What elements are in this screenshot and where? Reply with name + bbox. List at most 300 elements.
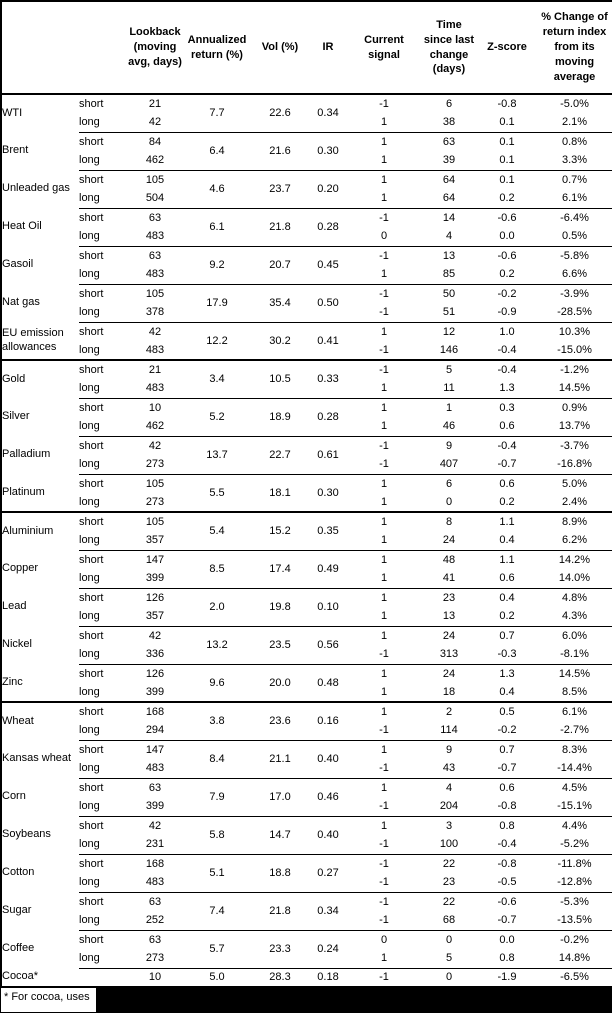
zscore-cell: 0.6 xyxy=(477,474,537,493)
ir-cell: 0.48 xyxy=(309,664,347,702)
header-current-signal: Current signal xyxy=(347,1,421,94)
ir-cell: 0.41 xyxy=(309,322,347,360)
ir-cell: 0.46 xyxy=(309,778,347,816)
current-signal-cell: 0 xyxy=(380,230,388,243)
lookback-cell: 63 xyxy=(127,892,183,911)
current-signal-cell: -1 xyxy=(379,724,389,737)
zscore-cell: 0.8 xyxy=(477,816,537,835)
leg-type-cell: short xyxy=(79,398,127,417)
pct-change-cell: -5.2% xyxy=(560,838,589,851)
pct-change-cell: 14.8% xyxy=(558,952,591,965)
pct-change-cell: 0.8% xyxy=(537,132,612,151)
zscore-cell: -0.7 xyxy=(497,762,517,775)
vol-cell: 18.9 xyxy=(251,398,309,436)
zscore-cell: 0.1 xyxy=(477,132,537,151)
current-signal-cell: 1 xyxy=(380,420,388,433)
time-since-change-cell: 46 xyxy=(442,420,456,433)
time-since-change-cell: 4 xyxy=(445,230,453,243)
vol-cell: 23.6 xyxy=(251,702,309,740)
time-since-change-cell: 1 xyxy=(421,398,477,417)
lookback-cell: 483 xyxy=(145,268,165,281)
vol-cell: 22.6 xyxy=(269,107,291,120)
current-signal-cell: 1 xyxy=(380,685,388,698)
pct-change-cell: 0.5% xyxy=(561,230,588,243)
table-row xyxy=(1,246,612,265)
current-signal-cell: -1 xyxy=(379,914,389,927)
leg-type-cell: short xyxy=(79,702,127,721)
time-since-change-cell: 146 xyxy=(439,343,459,356)
time-since-change-cell: 9 xyxy=(421,436,477,455)
time-since-change-cell: 5 xyxy=(421,360,477,379)
time-since-change-cell: 13 xyxy=(442,610,456,623)
time-since-change-cell: 64 xyxy=(421,170,477,189)
current-signal-cell: 1 xyxy=(347,512,421,531)
pct-change-cell: 8.9% xyxy=(537,512,612,531)
leg-type-cell: long xyxy=(79,116,100,129)
commodity-name-cell: Palladium xyxy=(2,448,51,461)
current-signal-cell: -1 xyxy=(347,284,421,303)
leg-type-cell: short xyxy=(79,892,127,911)
time-since-change-cell: 13 xyxy=(421,246,477,265)
table-footer xyxy=(0,988,612,1013)
current-signal-cell: -1 xyxy=(347,854,421,873)
current-signal-cell: -1 xyxy=(379,876,389,889)
leg-type-cell: long xyxy=(79,838,100,851)
lookback-cell: 105 xyxy=(127,474,183,493)
time-since-change-cell: 0 xyxy=(445,495,453,508)
pct-change-cell: 14.5% xyxy=(558,382,591,395)
lookback-cell: 168 xyxy=(127,854,183,873)
lookback-cell: 10 xyxy=(127,398,183,417)
lookback-cell: 42 xyxy=(127,322,183,341)
current-signal-cell: -1 xyxy=(379,648,389,661)
commodity-name-cell: Gold xyxy=(1,360,79,398)
pct-change-cell: 6.6% xyxy=(561,268,588,281)
commodity-name-cell: WTI xyxy=(2,106,23,119)
commodity-name-cell: Coffee xyxy=(2,942,35,955)
commodity-name-cell: Kansas wheat xyxy=(2,752,72,765)
current-signal-cell: -1 xyxy=(379,838,389,851)
time-since-change-cell: 2 xyxy=(421,702,477,721)
pct-change-cell: 14.0% xyxy=(558,572,591,585)
ir-cell: 0.18 xyxy=(309,968,347,987)
lookback-cell: 462 xyxy=(145,420,165,433)
lookback-cell: 378 xyxy=(145,306,165,319)
leg-type-cell: short xyxy=(79,664,127,683)
current-signal-cell: 1 xyxy=(347,170,421,189)
time-since-change-cell: 24 xyxy=(421,664,477,683)
ir-cell: 0.30 xyxy=(309,474,347,512)
leg-type-cell xyxy=(79,968,127,987)
table-row xyxy=(1,968,612,987)
zscore-cell: -0.8 xyxy=(497,800,517,813)
current-signal-cell: 1 xyxy=(347,778,421,797)
zscore-cell: 0.4 xyxy=(499,534,515,547)
commodity-name-cell: Wheat xyxy=(1,702,79,740)
vol-cell: 30.2 xyxy=(251,322,309,360)
header-time-since-change: Time since last change (days) xyxy=(421,1,477,94)
time-since-change-cell: 204 xyxy=(439,800,459,813)
table-row xyxy=(1,474,612,493)
leg-type-cell: short xyxy=(79,436,127,455)
vol-cell: 17.0 xyxy=(251,778,309,816)
annualized-return-cell: 6.1 xyxy=(183,208,251,246)
time-since-change-cell: 8 xyxy=(421,512,477,531)
lookback-cell: 42 xyxy=(127,816,183,835)
lookback-cell: 483 xyxy=(145,876,165,889)
lookback-cell: 336 xyxy=(145,648,165,661)
zscore-cell: -0.7 xyxy=(497,914,517,927)
time-since-change-cell: 41 xyxy=(442,572,456,585)
zscore-cell: -0.6 xyxy=(477,892,537,911)
current-signal-cell: 1 xyxy=(347,474,421,493)
ir-cell: 0.28 xyxy=(309,208,347,246)
zscore-cell: -0.9 xyxy=(497,306,517,319)
current-signal-cell: 1 xyxy=(347,816,421,835)
zscore-cell: 0.6 xyxy=(477,778,537,797)
lookback-cell: 42 xyxy=(148,116,162,129)
time-since-change-cell: 23 xyxy=(442,876,456,889)
zscore-cell: 0.0 xyxy=(477,930,537,949)
zscore-cell: 0.6 xyxy=(499,420,515,433)
annualized-return-cell: 8.4 xyxy=(183,740,251,778)
lookback-cell: 483 xyxy=(145,230,165,243)
time-since-change-cell: 4 xyxy=(421,778,477,797)
ir-cell: 0.40 xyxy=(309,740,347,778)
table-row xyxy=(1,626,612,645)
current-signal-cell: 1 xyxy=(347,702,421,721)
pct-change-cell: -28.5% xyxy=(557,306,592,319)
annualized-return-cell: 13.7 xyxy=(183,436,251,474)
vol-cell: 23.5 xyxy=(251,626,309,664)
vol-cell: 15.2 xyxy=(251,512,309,550)
vol-cell: 21.8 xyxy=(251,892,309,930)
current-signal-cell: 0 xyxy=(347,930,421,949)
pct-change-cell: -13.5% xyxy=(557,914,592,927)
lookback-cell: 63 xyxy=(127,778,183,797)
vol-cell: 18.8 xyxy=(251,854,309,892)
current-signal-cell: 1 xyxy=(380,382,388,395)
zscore-cell: 0.2 xyxy=(499,268,515,281)
pct-change-cell: -2.7% xyxy=(560,724,589,737)
current-signal-cell: 1 xyxy=(380,610,388,623)
lookback-cell: 105 xyxy=(127,170,183,189)
vol-cell: 28.3 xyxy=(251,968,309,987)
leg-type-cell: short xyxy=(79,246,127,265)
lookback-cell: 10 xyxy=(127,968,183,987)
footnote: * For cocoa, uses xyxy=(0,988,96,1013)
commodity-name-cell: Brent xyxy=(2,144,29,157)
time-since-change-cell: 114 xyxy=(440,724,458,737)
table-row xyxy=(1,436,612,455)
pct-change-cell: 6.2% xyxy=(561,534,588,547)
annualized-return-cell: 17.9 xyxy=(183,284,251,322)
header-lookback: Lookback (moving avg, days) xyxy=(127,1,183,94)
table-body xyxy=(1,94,612,987)
lookback-cell: 168 xyxy=(127,702,183,721)
zscore-cell: -0.2 xyxy=(477,284,537,303)
vol-cell: 10.5 xyxy=(251,360,309,398)
pct-change-cell: 6.1% xyxy=(561,192,588,205)
table-row xyxy=(1,892,612,911)
pct-change-cell: -3.7% xyxy=(537,436,612,455)
annualized-return-cell: 2.0 xyxy=(183,588,251,626)
leg-type-cell: short xyxy=(79,284,127,303)
commodity-name-cell: Heat Oil xyxy=(2,220,42,233)
time-since-change-cell: 407 xyxy=(439,458,459,471)
current-signal-cell: 1 xyxy=(347,626,421,645)
annualized-return-cell: 5.2 xyxy=(183,398,251,436)
zscore-cell: -0.4 xyxy=(497,343,517,356)
time-since-change-cell: 24 xyxy=(421,626,477,645)
commodity-name-cell: EU emission allowances xyxy=(2,326,64,353)
current-signal-cell: 1 xyxy=(380,192,388,205)
current-signal-cell: 1 xyxy=(380,495,388,508)
leg-type-cell: long xyxy=(79,572,100,585)
annualized-return-cell: 5.7 xyxy=(183,930,251,968)
leg-type-cell: long xyxy=(79,154,100,167)
time-since-change-cell: 12 xyxy=(421,322,477,341)
time-since-change-cell: 85 xyxy=(442,268,456,281)
leg-type-cell: short xyxy=(79,854,127,873)
zscore-cell: 1.3 xyxy=(477,664,537,683)
annualized-return-cell: 7.4 xyxy=(183,892,251,930)
current-signal-cell: -1 xyxy=(347,436,421,455)
vol-cell: 22.7 xyxy=(251,436,309,474)
commodity-name-cell: Platinum xyxy=(2,485,45,498)
leg-type-cell: long xyxy=(79,648,100,661)
leg-type-cell: long xyxy=(79,876,100,889)
leg-type-cell: long xyxy=(79,420,100,433)
vol-cell: 21.6 xyxy=(251,132,309,170)
pct-change-cell: -14.4% xyxy=(557,762,592,775)
time-since-change-cell: 63 xyxy=(421,132,477,151)
ir-cell: 0.45 xyxy=(309,246,347,284)
table-row xyxy=(1,170,612,189)
table-row xyxy=(1,360,612,379)
lookback-cell: 84 xyxy=(127,132,183,151)
table-row xyxy=(1,702,612,721)
zscore-cell: 0.5 xyxy=(477,702,537,721)
current-signal-cell: -1 xyxy=(347,246,421,265)
annualized-return-cell: 5.4 xyxy=(183,512,251,550)
pct-change-cell: 6.0% xyxy=(537,626,612,645)
lookback-cell: 483 xyxy=(145,382,165,395)
leg-type-cell: long xyxy=(79,343,100,356)
table-row xyxy=(1,208,612,227)
zscore-cell: 0.2 xyxy=(499,610,515,623)
pct-change-cell: 4.3% xyxy=(561,610,588,623)
lookback-cell: 462 xyxy=(145,154,165,167)
time-since-change-cell: 6 xyxy=(445,97,453,110)
leg-type-cell: long xyxy=(79,724,100,737)
zscore-cell: 0.2 xyxy=(499,495,515,508)
zscore-cell: -0.7 xyxy=(497,458,517,471)
current-signal-cell: -1 xyxy=(379,306,389,319)
time-since-change-cell: 48 xyxy=(421,550,477,569)
pct-change-cell: 10.3% xyxy=(537,322,612,341)
current-signal-cell: 1 xyxy=(347,664,421,683)
lookback-cell: 63 xyxy=(127,930,183,949)
commodity-name-cell: Unleaded gas xyxy=(2,182,70,195)
zscore-cell: 0.8 xyxy=(499,952,515,965)
leg-type-cell: short xyxy=(79,512,127,531)
table-row xyxy=(1,322,612,341)
current-signal-cell: 1 xyxy=(380,952,388,965)
lookback-cell: 21 xyxy=(148,97,162,110)
lookback-cell: 147 xyxy=(127,550,183,569)
current-signal-cell: 1 xyxy=(380,268,388,281)
lookback-cell: 483 xyxy=(145,343,165,356)
lookback-cell: 231 xyxy=(145,838,165,851)
zscore-cell: -0.6 xyxy=(477,246,537,265)
pct-change-cell: 8.5% xyxy=(561,685,588,698)
leg-type-cell: long xyxy=(79,800,100,813)
ir-cell: 0.20 xyxy=(309,170,347,208)
ir-cell: 0.34 xyxy=(317,107,339,120)
annualized-return-cell: 5.8 xyxy=(183,816,251,854)
zscore-cell: 0.1 xyxy=(499,116,515,129)
current-signal-cell: -1 xyxy=(347,360,421,379)
time-since-change-cell: 50 xyxy=(421,284,477,303)
current-signal-cell: 1 xyxy=(380,116,388,129)
leg-type-cell: short xyxy=(79,474,127,493)
commodity-name-cell: Cotton xyxy=(2,866,35,879)
pct-change-cell: 4.4% xyxy=(537,816,612,835)
leg-type-cell: long xyxy=(79,192,100,205)
pct-change-cell: -6.5% xyxy=(537,968,612,987)
redaction-bar xyxy=(96,988,612,1013)
lookback-cell: 42 xyxy=(127,436,183,455)
header-commodity-blank xyxy=(1,1,79,94)
annualized-return-cell: 7.7 xyxy=(209,107,225,120)
pct-change-cell: -8.1% xyxy=(560,648,589,661)
lookback-cell: 399 xyxy=(145,800,165,813)
zscore-cell: 1.3 xyxy=(499,382,515,395)
zscore-cell: 0.3 xyxy=(477,398,537,417)
table-row xyxy=(1,398,612,417)
leg-type-cell: short xyxy=(79,170,127,189)
ir-cell: 0.35 xyxy=(309,512,347,550)
time-since-change-cell: 5 xyxy=(445,952,453,965)
zscore-cell: -0.8 xyxy=(497,97,517,110)
pct-change-cell: -3.9% xyxy=(537,284,612,303)
pct-change-cell: -15.1% xyxy=(557,800,592,813)
pct-change-cell: -5.0% xyxy=(560,97,589,110)
time-since-change-cell: 68 xyxy=(442,914,456,927)
zscore-cell: 0.6 xyxy=(499,572,515,585)
commodity-name-cell: Zinc xyxy=(2,675,23,688)
table-row xyxy=(1,284,612,303)
lookback-cell: 21 xyxy=(127,360,183,379)
lookback-cell: 294 xyxy=(145,724,165,737)
lookback-cell: 357 xyxy=(145,610,165,623)
current-signal-cell: 1 xyxy=(347,550,421,569)
pct-change-cell: 8.3% xyxy=(537,740,612,759)
lookback-cell: 126 xyxy=(127,588,183,607)
commodity-name-cell: Cocoa* xyxy=(2,970,39,983)
lookback-cell: 399 xyxy=(145,685,165,698)
pct-change-cell: -15.0% xyxy=(557,343,592,356)
current-signal-cell: 1 xyxy=(347,322,421,341)
time-since-change-cell: 64 xyxy=(442,192,456,205)
time-since-change-cell: 51 xyxy=(442,306,456,319)
zscore-cell: -0.4 xyxy=(477,360,537,379)
leg-type-cell: short xyxy=(79,132,127,151)
zscore-cell: -0.6 xyxy=(477,208,537,227)
annualized-return-cell: 9.6 xyxy=(183,664,251,702)
vol-cell: 14.7 xyxy=(251,816,309,854)
current-signal-cell: -1 xyxy=(379,343,389,356)
table-row xyxy=(1,816,612,835)
ir-cell: 0.50 xyxy=(309,284,347,322)
current-signal-cell: 1 xyxy=(347,398,421,417)
vol-cell: 35.4 xyxy=(251,284,309,322)
pct-change-cell: -0.2% xyxy=(537,930,612,949)
zscore-cell: -0.5 xyxy=(497,876,517,889)
leg-type-cell: long xyxy=(79,685,100,698)
vol-cell: 21.8 xyxy=(251,208,309,246)
annualized-return-cell: 7.9 xyxy=(183,778,251,816)
current-signal-cell: -1 xyxy=(379,762,389,775)
annualized-return-cell: 12.2 xyxy=(183,322,251,360)
ir-cell: 0.61 xyxy=(309,436,347,474)
zscore-cell: -0.4 xyxy=(477,436,537,455)
current-signal-cell: -1 xyxy=(379,458,389,471)
zscore-cell: 1.1 xyxy=(477,550,537,569)
header-annualized-return: Annualized return (%) xyxy=(183,1,251,94)
lookback-cell: 105 xyxy=(127,512,183,531)
leg-type-cell: short xyxy=(79,626,127,645)
lookback-cell: 42 xyxy=(127,626,183,645)
zscore-cell: 0.1 xyxy=(477,170,537,189)
commodity-name-cell: Sugar xyxy=(2,904,32,917)
ir-cell: 0.56 xyxy=(309,626,347,664)
pct-change-cell: 0.9% xyxy=(537,398,612,417)
leg-type-cell: short xyxy=(79,588,127,607)
zscore-cell: 0.7 xyxy=(477,740,537,759)
zscore-cell: 0.7 xyxy=(477,626,537,645)
current-signal-cell: 1 xyxy=(380,154,388,167)
lookback-cell: 126 xyxy=(127,664,183,683)
header-row xyxy=(1,1,612,94)
zscore-cell: 0.2 xyxy=(499,192,515,205)
leg-type-cell: long xyxy=(79,268,100,281)
current-signal-cell: -1 xyxy=(347,208,421,227)
annualized-return-cell: 3.4 xyxy=(183,360,251,398)
zscore-cell: -1.9 xyxy=(477,968,537,987)
leg-type-cell: long xyxy=(79,762,100,775)
lookback-cell: 63 xyxy=(127,208,183,227)
vol-cell: 17.4 xyxy=(251,550,309,588)
lookback-cell: 63 xyxy=(127,246,183,265)
annualized-return-cell: 9.2 xyxy=(183,246,251,284)
time-since-change-cell: 18 xyxy=(442,685,456,698)
current-signal-cell: -1 xyxy=(347,892,421,911)
ir-cell: 0.27 xyxy=(309,854,347,892)
leg-type-cell: short xyxy=(79,930,127,949)
commodity-name-cell: Lead xyxy=(2,600,27,613)
annualized-return-cell: 5.5 xyxy=(183,474,251,512)
annualized-return-cell: 5.0 xyxy=(183,968,251,987)
table-row xyxy=(1,778,612,797)
leg-type-cell: long xyxy=(79,306,100,319)
time-since-change-cell: 6 xyxy=(421,474,477,493)
pct-change-cell: 14.2% xyxy=(537,550,612,569)
time-since-change-cell: 0 xyxy=(421,968,477,987)
time-since-change-cell: 11 xyxy=(443,382,455,395)
leg-type-cell: long xyxy=(79,495,100,508)
